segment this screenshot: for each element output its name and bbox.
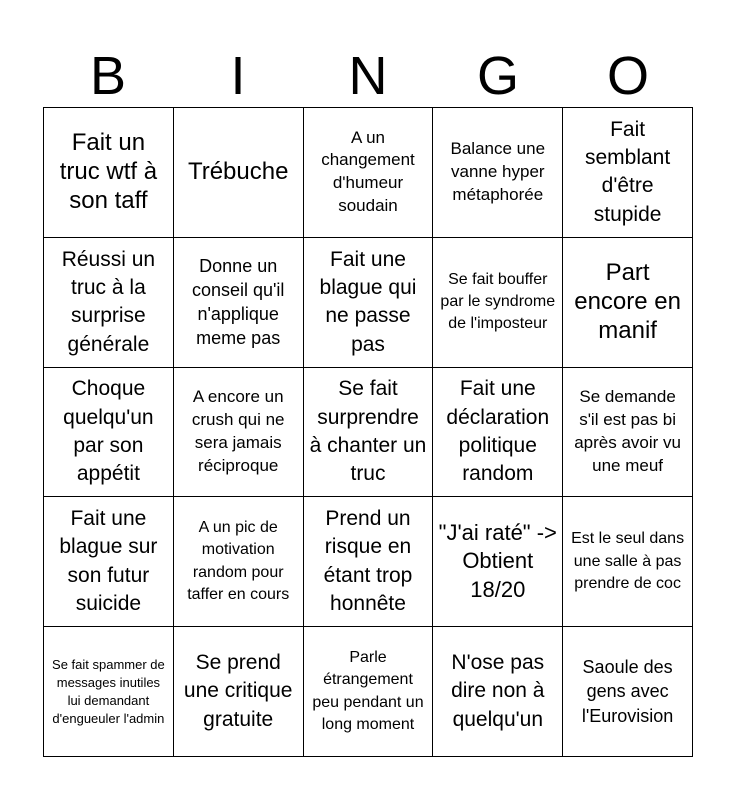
cell-text: A un changement d'humeur soudain [321,127,415,216]
bingo-cell-r1-c3[interactable] [304,108,434,238]
header-letter-o: O [606,46,649,106]
cell-text: Donne un conseil qu'il n'applique meme pas [191,255,285,349]
header-letter-i: I [230,46,246,106]
bingo-cell-r4-c5[interactable] [563,497,693,627]
cell-text: "J'ai raté" -> Obtient 18/20 [438,519,557,603]
cell-text: Fait un truc wtf à son taff [59,129,158,214]
bingo-cell-r4-c3[interactable] [304,497,434,627]
bingo-cell-r2-c2[interactable] [174,238,304,368]
bingo-cell-r5-c4[interactable] [433,627,563,757]
bingo-cell-r3-c3[interactable] [304,368,434,498]
bingo-header [43,46,693,106]
bingo-cell-r3-c5[interactable] [563,368,693,498]
bingo-cell-r1-c1[interactable] [44,108,174,238]
cell-text: Saoule des gens avec l'Eurovision [581,657,674,726]
cell-text: Fait une blague sur son futur suicide [59,507,158,616]
cell-text: Se fait surprendre à chanter un truc [309,377,427,486]
cell-text: Parle étrangement peu pendant un long moment [312,648,424,733]
bingo-cell-r3-c4[interactable] [433,368,563,498]
bingo-grid [43,107,693,757]
cell-text: Trébuche [187,158,289,185]
cell-text: Choque quelqu'un par son appétit [63,377,154,486]
cell-text: Se demande s'il est pas bi après avoir vu une meuf [574,387,681,475]
bingo-cell-r4-c1[interactable] [44,497,174,627]
bingo-cell-r5-c1[interactable] [44,627,174,757]
cell-text: Fait semblant d'être stupide [584,117,671,226]
bingo-cell-r2-c4[interactable] [433,238,563,368]
cell-text: A un pic de motivation random pour taffer en cours [187,519,290,604]
header-letter-b: B [89,46,127,106]
bingo-cell-r2-c1[interactable] [44,238,174,368]
cell-text: Balance une vanne hyper métaphorée [450,138,546,204]
cell-text: Prend un risque en étant trop honnête [323,507,413,616]
bingo-cell-r4-c2[interactable] [174,497,304,627]
bingo-cell-r5-c2[interactable] [174,627,304,757]
cell-text: Se fait bouffer par le syndrome de l'imposteur [440,270,556,333]
header-letter-n: N [348,46,388,106]
bingo-cell-r5-c5[interactable] [563,627,693,757]
cell-text: N'ose pas dire non à quelqu'un [451,651,545,731]
cell-text: Part encore en manif [574,259,681,344]
bingo-cell-r2-c5[interactable] [563,238,693,368]
header-letter-g: G [476,46,519,106]
bingo-cell-r3-c1[interactable] [44,368,174,498]
cell-text: Réussi un truc à la surprise générale [61,247,156,356]
bingo-cell-r1-c4[interactable] [433,108,563,238]
cell-text: Fait une déclaration politique random [446,377,550,486]
bingo-cell-r4-c4[interactable] [433,497,563,627]
cell-text: Se prend une critique gratuite [183,651,293,731]
bingo-cell-r3-c2[interactable] [174,368,304,498]
bingo-cell-r1-c2[interactable] [174,108,304,238]
bingo-cell-r2-c3[interactable] [304,238,434,368]
bingo-cell-r5-c3[interactable] [304,627,434,757]
cell-text: Se fait spammer de messages inutiles lui demandant d'engueuler l'admin [52,656,165,726]
cell-text: Est le seul dans une salle à pas prendre de coc [571,530,685,592]
cell-text: A encore un crush qui ne sera jamais réciproque [191,387,285,475]
bingo-cell-r1-c5[interactable] [563,108,693,238]
cell-text: Fait une blague qui ne passe pas [319,247,417,356]
